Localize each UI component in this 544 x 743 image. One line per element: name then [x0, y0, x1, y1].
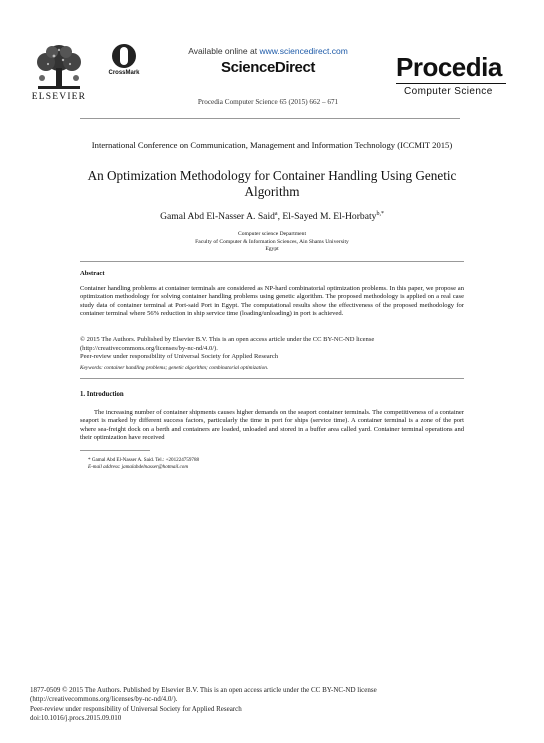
procedia-divider — [396, 83, 506, 84]
footer-license-link[interactable]: (http://creativecommons.org/licenses/by-nc-nd/4.0/). — [30, 695, 178, 704]
paper-title: An Optimization Methodology for Container Handling Using Genetic Algorithm — [87, 168, 457, 199]
license-notice — [80, 336, 464, 362]
footnote-divider — [80, 450, 150, 451]
abstract-heading: Abstract — [80, 270, 105, 277]
affiliation-line: Egypt — [265, 246, 279, 253]
elsevier-tree-icon — [32, 42, 86, 92]
affiliation-line: Faculty of Computer & Information Sciences, Ain Shams University — [195, 238, 349, 245]
author-affiliation-mark: a — [274, 211, 278, 217]
available-prefix: Available online at — [188, 46, 258, 56]
author-list — [80, 211, 464, 222]
affiliation-block — [80, 231, 464, 254]
procedia-title: Procedia — [396, 52, 502, 82]
corresponding-author-footnote — [88, 457, 388, 471]
license-link[interactable]: (http://creativecommons.org/licenses/by-nc-nd/4.0/). — [80, 344, 218, 352]
affiliation-line: Computer science Department — [237, 231, 307, 237]
header-divider — [80, 118, 460, 119]
conference-name: International Conference on Communication, Management and Information Technology (ICCMIT 2015) — [91, 140, 453, 150]
footer-peer-review: Peer-review under responsibility of Universal Society for Applied Research — [30, 704, 242, 713]
license-line: © 2015 The Authors. Published by Elsevier B.V. This is an open access article under the CC BY-NC-ND license — [80, 336, 375, 343]
author-affiliation-mark: b,* — [376, 211, 384, 217]
footnote-email[interactable]: E-mail address: jamalabdelnasser@hotmail.com — [88, 464, 188, 470]
elsevier-wordmark: ELSEVIER — [31, 92, 87, 102]
footer-issn-line: 1877-0509 © 2015 The Authors. Published by Elsevier B.V. This is an open access article under the CC BY-NC-ND license — [30, 686, 377, 694]
crossmark-badge[interactable] — [106, 44, 142, 82]
journal-citation: Procedia Computer Science 65 (2015) 662 – 671 — [197, 98, 339, 106]
available-online-line — [150, 46, 386, 56]
crossmark-icon — [112, 44, 136, 68]
keywords: Keywords: container handling problems; genetic algorithm; combinatorial optimization. — [80, 365, 269, 371]
procedia-logo — [396, 52, 508, 100]
crossmark-label: CrossMark — [108, 70, 140, 76]
footer-doi[interactable]: doi:10.1016/j.procs.2015.09.010 — [30, 714, 122, 723]
introduction-paragraph: The increasing number of container shipments causes higher demands on the seaport container terminals. The competitiveness of a container seaport is marked by different success factors, particularly the time in port for ships (service time). A container terminal is a zone of the port where sea-freight dock on a berth and containers are loaded, unloaded and stored in a buffer area called yard. Container terminal operations and their optimization have received — [80, 409, 464, 442]
abstract-bottom-divider — [80, 378, 464, 379]
procedia-subtitle: Computer Science — [404, 86, 493, 97]
footnote-phone: * Gamal Abd El-Nasser A. Said. Tel.: +201224759788 — [88, 457, 200, 463]
sciencedirect-brand: ScienceDirect — [220, 59, 316, 76]
peer-review-line: Peer-review under responsibility of Universal Society for Applied Research — [80, 353, 279, 361]
abstract-text: Container handling problems at container terminals are considered as NP-hard combinatorial optimization problems. In this paper, we propose an optimization methodology for solving container handling problems using genetic algorithm. The proposed methodology is applied on a real case study data of container terminal at Port-said Port in Egypt. The computational results show the effectiveness of the proposed methodology for container terminal where 56% reduction in ship service time (loading/unloading) in port is achieved. — [80, 285, 464, 318]
section-heading-introduction: 1. Introduction — [80, 391, 124, 398]
abstract-top-divider — [80, 261, 464, 262]
page-footer-license — [30, 686, 470, 724]
sciencedirect-link[interactable]: www.sciencedirect.com — [259, 46, 348, 56]
author-name: , El-Sayed M. El-Horbaty — [277, 211, 377, 223]
elsevier-logo — [28, 42, 90, 106]
author-name: Gamal Abd El-Nasser A. Said — [160, 211, 275, 223]
